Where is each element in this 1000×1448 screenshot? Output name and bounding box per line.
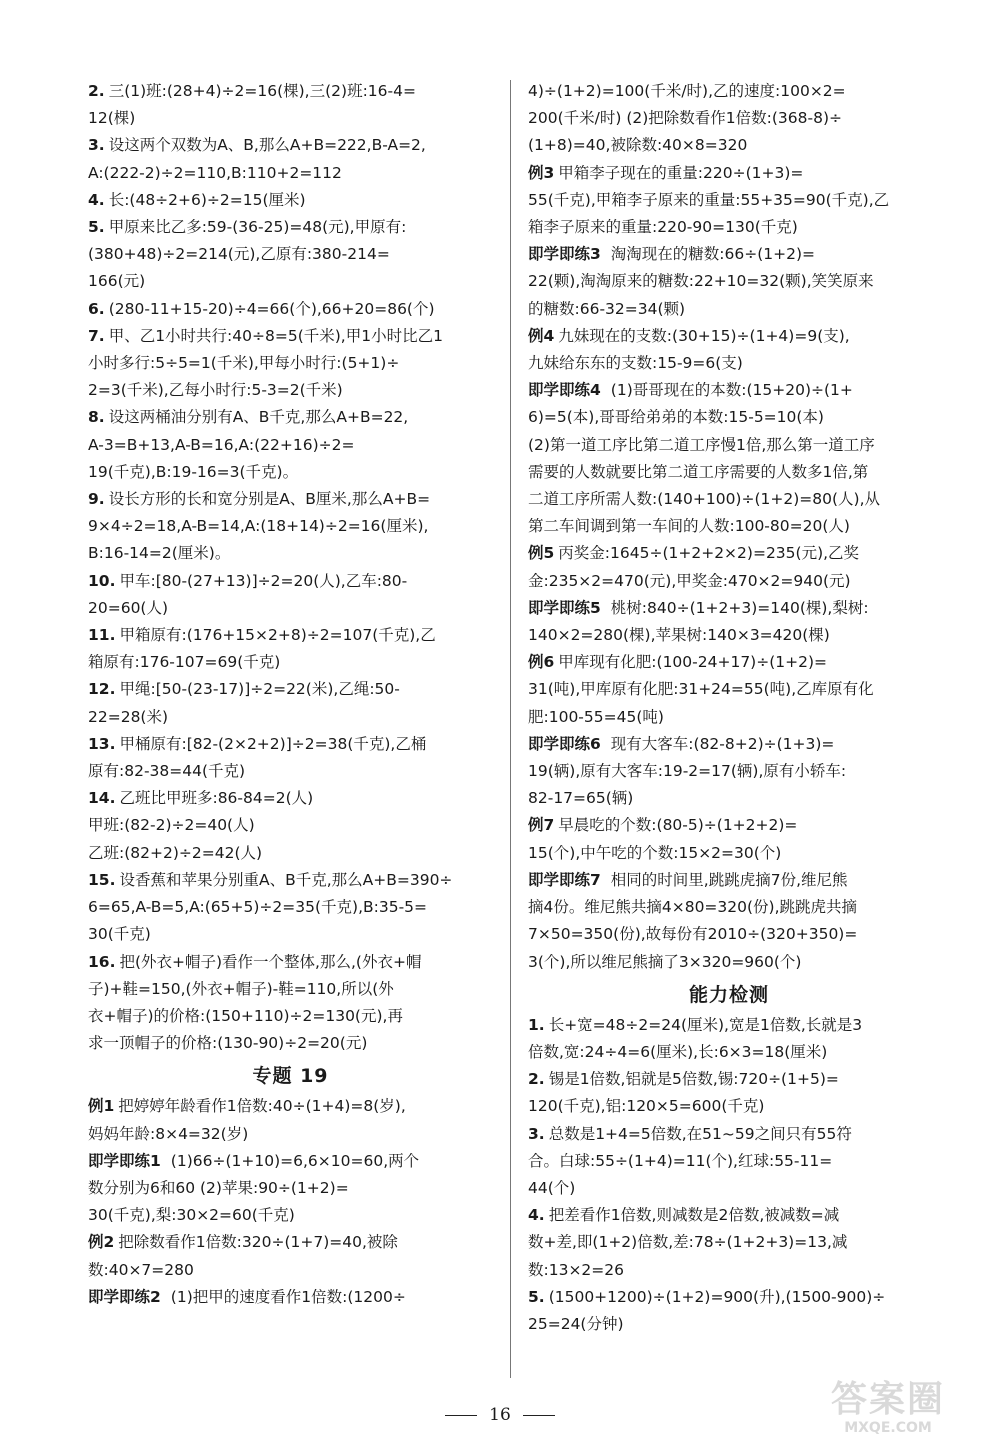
answer-text: 乙班比甲班多:86-84=2(人) bbox=[119, 789, 314, 808]
answer-text: (380+48)÷2=214(元),乙原有:380-214= bbox=[88, 245, 390, 264]
answer-text: 31(吨),甲库原有化肥:31+24=55(吨),乙库原有化 bbox=[528, 680, 874, 699]
answer-text: 现有大客车:(82-8+2)÷(1+3)= bbox=[610, 734, 835, 753]
answer-text: (1500+1200)÷(1+2)=900(升),(1500-900)÷ bbox=[548, 1287, 886, 1306]
answer-line bbox=[88, 377, 493, 404]
answer-text: 设长方形的长和宽分别是A、B厘米,那么A+B= bbox=[108, 490, 431, 509]
answer-text: 44(个) bbox=[528, 1178, 576, 1197]
answer-text: 设这两桶油分别有A、B千克,那么A+B=22, bbox=[108, 408, 409, 427]
answer-line bbox=[528, 704, 930, 731]
answer-text: 甲绳:[50-(23-17)]÷2=22(米),乙绳:50- bbox=[119, 680, 400, 699]
answer-text: 把除数看作1倍数:320÷(1+7)=40,被除 bbox=[118, 1233, 398, 1252]
answer-label: 14. bbox=[88, 789, 116, 808]
answer-line bbox=[528, 812, 930, 839]
answer-line bbox=[528, 105, 930, 132]
answer-entry bbox=[528, 731, 930, 813]
answer-line bbox=[528, 676, 930, 703]
answer-label: 4. bbox=[528, 1206, 545, 1225]
answer-text: 6=65,A-B=5,A:(65+5)÷2=35(千克),B:35-5= bbox=[88, 898, 428, 917]
answer-line bbox=[528, 350, 930, 377]
answer-line bbox=[528, 486, 930, 513]
watermark-sub-text: MXQE.COM bbox=[844, 1420, 932, 1436]
answer-line bbox=[528, 214, 930, 241]
answer-line bbox=[88, 1148, 493, 1175]
answer-label: 11. bbox=[88, 626, 116, 645]
answer-entry bbox=[88, 78, 493, 132]
answer-line bbox=[528, 241, 930, 268]
answer-label: 即学即练3 bbox=[528, 245, 601, 264]
answer-line bbox=[88, 595, 493, 622]
answer-entry bbox=[88, 1284, 493, 1311]
answer-label: 例1 bbox=[88, 1097, 115, 1116]
answer-label: 1. bbox=[528, 1015, 545, 1034]
answer-text: (2)第一道工序比第二道工序慢1倍,那么第一道工序 bbox=[528, 435, 875, 454]
answer-entry bbox=[88, 1093, 493, 1147]
answer-label: 即学即练5 bbox=[528, 598, 601, 617]
answer-line bbox=[528, 758, 930, 785]
answer-text: 设这两个双数为A、B,那么A+B=222,B-A=2, bbox=[108, 136, 426, 155]
answer-text: 3(个),所以维尼熊摘了3×320=960(个) bbox=[528, 952, 802, 971]
answer-label: 即学即练1 bbox=[88, 1151, 161, 1170]
answer-text: 把(外衣+帽子)看作一个整体,那么,(外衣+帽 bbox=[119, 952, 422, 971]
answer-line bbox=[528, 1257, 930, 1284]
answer-line bbox=[528, 404, 930, 431]
answer-line bbox=[88, 432, 493, 459]
answer-text: 小时多行:5÷5=1(千米),甲每小时行:(5+1)÷ bbox=[88, 354, 400, 373]
answer-text: 4)÷(1+2)=100(千米/时),乙的速度:100×2= bbox=[528, 82, 846, 100]
answer-text: (280-11+15-20)÷4=66(个),66+20=86(个) bbox=[108, 299, 435, 318]
answer-line bbox=[88, 1121, 493, 1148]
answer-text: 妈妈年龄:8×4=32(岁) bbox=[88, 1124, 249, 1143]
answer-text: 原有:82-38=44(千克) bbox=[88, 762, 246, 781]
answer-line bbox=[88, 921, 493, 948]
answer-text: (1)把甲的速度看作1倍数:(1200÷ bbox=[170, 1287, 406, 1306]
answer-line bbox=[88, 1257, 493, 1284]
answer-label: 6. bbox=[88, 299, 105, 318]
answer-label: 即学即练7 bbox=[528, 870, 601, 889]
answer-line bbox=[528, 731, 930, 758]
answer-entry bbox=[88, 404, 493, 486]
answer-line bbox=[528, 894, 930, 921]
answer-line bbox=[88, 350, 493, 377]
answer-text: 166(元) bbox=[88, 272, 146, 291]
answer-text: 30(千克) bbox=[88, 925, 151, 944]
answer-text: 早晨吃的个数:(80-5)÷(1+2+2)= bbox=[558, 816, 798, 835]
section-title-topic-19: 专题 19 bbox=[252, 1065, 329, 1088]
answer-line bbox=[88, 568, 493, 595]
answer-line bbox=[88, 731, 493, 758]
answer-text: 九妹现在的支数:(30+15)÷(1+4)=9(支), bbox=[558, 326, 850, 345]
answer-line bbox=[528, 540, 930, 567]
answer-label: 5. bbox=[88, 218, 105, 237]
answer-entry bbox=[88, 296, 493, 323]
answer-text: 7×50=350(份),故每份有2010÷(320+350)= bbox=[528, 925, 858, 944]
ability-test-list bbox=[528, 1012, 930, 1338]
answer-label: 例4 bbox=[528, 326, 555, 345]
answer-label: 13. bbox=[88, 734, 116, 753]
answer-line bbox=[88, 214, 493, 241]
answer-text: 30(千克),梨:30×2=60(千克) bbox=[88, 1206, 295, 1225]
answer-line bbox=[88, 459, 493, 486]
answer-text: 二道工序所需人数:(140+100)÷(1+2)=80(人),从 bbox=[528, 490, 880, 509]
answer-entry bbox=[88, 214, 493, 296]
answer-line bbox=[88, 1175, 493, 1202]
answer-line bbox=[88, 704, 493, 731]
answer-entry bbox=[88, 1148, 493, 1230]
answer-line bbox=[88, 894, 493, 921]
answer-entry bbox=[528, 241, 930, 323]
answer-line bbox=[528, 1121, 930, 1148]
answer-text: A:(222-2)÷2=110,B:110+2=112 bbox=[88, 163, 342, 182]
watermark-main-text: 答案圈 bbox=[830, 1379, 945, 1420]
answer-text: 22(颗),淘淘原来的糖数:22+10=32(颗),笑笑原来 bbox=[528, 272, 874, 291]
answer-entry bbox=[528, 323, 930, 377]
answer-text: 需要的人数就要比第二道工序需要的人数多1倍,第 bbox=[528, 462, 869, 481]
answer-text: 求一顶帽子的价格:(130-90)÷2=20(元) bbox=[88, 1034, 368, 1053]
page-number: 16 bbox=[489, 1405, 511, 1425]
answer-line bbox=[88, 187, 493, 214]
topic-19-examples-list bbox=[88, 1093, 493, 1311]
answer-line bbox=[528, 840, 930, 867]
answer-line bbox=[88, 268, 493, 295]
answer-line bbox=[528, 432, 930, 459]
answer-label: 8. bbox=[88, 408, 105, 427]
answer-line bbox=[88, 78, 493, 105]
right-column bbox=[528, 78, 930, 1338]
answer-entry bbox=[528, 377, 930, 540]
answer-text: 甲库现有化肥:(100-24+17)÷(1+2)= bbox=[558, 653, 828, 672]
answer-text: 的糖数:66-32=34(颗) bbox=[528, 299, 686, 318]
answer-line bbox=[528, 949, 930, 976]
answer-text: A-3=B+13,A-B=16,A:(22+16)÷2= bbox=[88, 435, 355, 454]
answer-label: 15. bbox=[88, 870, 116, 889]
answer-text: (1)哥哥现在的本数:(15+20)÷(1+ bbox=[610, 381, 853, 400]
answer-label: 2. bbox=[528, 1070, 545, 1089]
answer-line bbox=[528, 459, 930, 486]
answer-line bbox=[528, 649, 930, 676]
answer-label: 9. bbox=[88, 490, 105, 509]
answer-line bbox=[528, 1311, 930, 1338]
answer-line bbox=[528, 568, 930, 595]
answer-entry bbox=[528, 1284, 930, 1338]
answer-text: 甲车:[80-(27+13)]÷2=20(人),乙车:80- bbox=[119, 571, 408, 590]
answer-text: 桃树:840÷(1+2+3)=140(棵),梨树: bbox=[610, 598, 869, 617]
answer-entry bbox=[88, 785, 493, 867]
answer-text: 箱原有:176-107=69(千克) bbox=[88, 653, 281, 672]
answer-line bbox=[528, 296, 930, 323]
answer-text: 55(千克),甲箱李子原来的重量:55+35=90(千克),乙 bbox=[528, 190, 890, 209]
answer-line bbox=[528, 513, 930, 540]
answer-line bbox=[528, 867, 930, 894]
answer-line bbox=[88, 105, 493, 132]
answer-text: 140×2=280(棵),苹果树:140×3=420(棵) bbox=[528, 626, 830, 645]
answer-line bbox=[88, 1003, 493, 1030]
answer-text: 把差看作1倍数,则减数是2倍数,被减数=减 bbox=[548, 1206, 840, 1225]
answer-line bbox=[88, 976, 493, 1003]
answer-line bbox=[88, 676, 493, 703]
answer-text: 九妹给东东的支数:15-9=6(支) bbox=[528, 354, 743, 373]
answer-line bbox=[88, 1030, 493, 1057]
answer-line bbox=[528, 1012, 930, 1039]
answer-text: 25=24(分钟) bbox=[528, 1314, 624, 1333]
answer-line bbox=[88, 1093, 493, 1120]
answer-entry bbox=[528, 78, 930, 160]
answer-text: 淘淘现在的糖数:66÷(1+2)= bbox=[610, 245, 816, 264]
answer-line bbox=[528, 1093, 930, 1120]
answer-text: 锡是1倍数,铝就是5倍数,锡:720÷(1+5)= bbox=[548, 1070, 839, 1089]
answer-entry bbox=[528, 1202, 930, 1284]
answer-text: 把婷婷年龄看作1倍数:40÷(1+4)=8(岁), bbox=[118, 1097, 406, 1116]
answer-text: 6)=5(本),哥哥给弟弟的本数:15-5=10(本) bbox=[528, 408, 824, 427]
answer-text: 200(千米/时) (2)把除数看作1倍数:(368-8)÷ bbox=[528, 109, 842, 128]
answer-label: 例2 bbox=[88, 1233, 115, 1252]
answer-entry bbox=[528, 812, 930, 866]
answer-line bbox=[88, 867, 493, 894]
answer-text: B:16-14=2(厘米)。 bbox=[88, 544, 231, 563]
answer-line bbox=[88, 160, 493, 187]
answer-label: 12. bbox=[88, 680, 116, 699]
footer-dash-right bbox=[523, 1415, 555, 1416]
answer-line bbox=[88, 949, 493, 976]
answer-line bbox=[528, 1229, 930, 1256]
answer-label: 3. bbox=[88, 136, 105, 155]
answer-text: 82-17=65(辆) bbox=[528, 789, 634, 808]
right-answers-list bbox=[528, 78, 930, 976]
answer-label: 例6 bbox=[528, 653, 555, 672]
answer-line bbox=[88, 622, 493, 649]
answer-line bbox=[528, 1148, 930, 1175]
answer-label: 例7 bbox=[528, 816, 555, 835]
answer-label: 例3 bbox=[528, 163, 555, 182]
answer-text: 甲箱原有:(176+15×2+8)÷2=107(千克),乙 bbox=[119, 626, 436, 645]
answer-text: 肥:100-55=45(吨) bbox=[528, 707, 664, 726]
answer-entry bbox=[88, 323, 493, 405]
answer-line bbox=[528, 323, 930, 350]
answer-line bbox=[528, 622, 930, 649]
answer-line bbox=[88, 513, 493, 540]
answer-text: 9×4÷2=18,A-B=14,A:(18+14)÷2=16(厘米), bbox=[88, 517, 429, 536]
answer-line bbox=[528, 78, 930, 105]
answer-text: 120(千克),铝:120×5=600(千克) bbox=[528, 1097, 765, 1116]
column-divider bbox=[510, 80, 511, 1378]
answer-line bbox=[88, 785, 493, 812]
answer-line bbox=[528, 1202, 930, 1229]
answer-text: 19(千克),B:19-16=3(千克)。 bbox=[88, 462, 299, 481]
answer-text: 19(辆),原有大客车:19-2=17(辆),原有小轿车: bbox=[528, 762, 847, 781]
answer-entry bbox=[88, 1229, 493, 1283]
answer-text: 丙奖金:1645÷(1+2+2×2)=235(元),乙奖 bbox=[558, 544, 860, 563]
answer-label: 即学即练2 bbox=[88, 1287, 161, 1306]
answer-label: 2. bbox=[88, 82, 105, 100]
answer-entry bbox=[528, 160, 930, 242]
answer-line bbox=[88, 486, 493, 513]
answer-text: 第二车间调到第一车间的人数:100-80=20(人) bbox=[528, 517, 850, 536]
answer-text: 总数是1+4=5倍数,在51~59之间只有55符 bbox=[548, 1124, 852, 1143]
answer-text: 数+差,即(1+2)倍数,差:78÷(1+2+3)=13,减 bbox=[528, 1233, 848, 1252]
answer-line bbox=[528, 595, 930, 622]
answer-label: 10. bbox=[88, 571, 116, 590]
answer-label: 5. bbox=[528, 1287, 545, 1306]
left-column bbox=[88, 78, 493, 1311]
answer-entry bbox=[528, 867, 930, 976]
answer-text: 12(棵) bbox=[88, 109, 136, 128]
answer-entry bbox=[528, 1012, 930, 1066]
answer-line bbox=[528, 187, 930, 214]
answer-text: 数:40×7=280 bbox=[88, 1260, 194, 1279]
answer-text: 甲原来比乙多:59-(36-25)=48(元),甲原有: bbox=[108, 218, 407, 237]
answer-text: 衣+帽子)的价格:(150+110)÷2=130(元),再 bbox=[88, 1006, 403, 1025]
answer-line bbox=[528, 132, 930, 159]
answer-line bbox=[88, 758, 493, 785]
answer-text: 三(1)班:(28+4)÷2=16(棵),三(2)班:16-4= bbox=[108, 82, 416, 100]
answer-text: 合。白球:55÷(1+4)=11(个),红球:55-11= bbox=[528, 1151, 833, 1170]
answer-text: 15(个),中午吃的个数:15×2=30(个) bbox=[528, 843, 782, 862]
answer-text: 金:235×2=470(元),甲奖金:470×2=940(元) bbox=[528, 571, 851, 590]
answer-entry bbox=[88, 622, 493, 676]
section-title-ability-test: 能力检测 bbox=[688, 983, 769, 1006]
answer-text: 长+宽=48÷2=24(厘米),宽是1倍数,长就是3 bbox=[548, 1015, 863, 1034]
answer-line bbox=[88, 812, 493, 839]
answer-line bbox=[88, 1229, 493, 1256]
answer-text: 甲、乙1小时共行:40÷8=5(千米),甲1小时比乙1 bbox=[108, 326, 443, 345]
answer-line bbox=[88, 132, 493, 159]
answer-line bbox=[88, 649, 493, 676]
answer-label: 3. bbox=[528, 1124, 545, 1143]
answer-line bbox=[528, 1284, 930, 1311]
answer-entry bbox=[88, 731, 493, 785]
answer-line bbox=[528, 268, 930, 295]
answer-text: 22=28(米) bbox=[88, 707, 169, 726]
answer-text: 20=60(人) bbox=[88, 598, 169, 617]
footer-dash-left bbox=[445, 1415, 477, 1416]
answer-line bbox=[88, 241, 493, 268]
answer-text: 数:13×2=26 bbox=[528, 1260, 625, 1279]
answer-label: 16. bbox=[88, 952, 116, 971]
answer-line bbox=[88, 540, 493, 567]
answer-entry bbox=[528, 1066, 930, 1120]
answer-line bbox=[88, 296, 493, 323]
answer-entry bbox=[88, 867, 493, 949]
answer-entry bbox=[528, 1121, 930, 1203]
answer-text: 长:(48÷2+6)÷2=15(厘米) bbox=[108, 190, 306, 209]
answer-label: 即学即练4 bbox=[528, 381, 601, 400]
answer-entry bbox=[88, 949, 493, 1058]
answer-line bbox=[88, 404, 493, 431]
answer-line bbox=[528, 785, 930, 812]
answer-line bbox=[88, 323, 493, 350]
answer-entry bbox=[88, 568, 493, 622]
answer-line bbox=[88, 1284, 493, 1311]
left-answers-list bbox=[88, 78, 493, 1057]
answer-line bbox=[528, 1175, 930, 1202]
answer-text: 倍数,宽:24÷4=6(厘米),长:6×3=18(厘米) bbox=[528, 1042, 828, 1061]
answer-text: 子)+鞋=150,(外衣+帽子)-鞋=110,所以(外 bbox=[88, 979, 394, 998]
answer-entry bbox=[88, 676, 493, 730]
answer-entry bbox=[528, 540, 930, 594]
answer-text: (1+8)=40,被除数:40×8=320 bbox=[528, 136, 748, 155]
answer-line bbox=[88, 840, 493, 867]
answer-text: 数分别为6和60 (2)苹果:90÷(1+2)= bbox=[88, 1178, 349, 1197]
answer-entry bbox=[88, 132, 493, 186]
answer-text: 相同的时间里,跳跳虎摘7份,维尼熊 bbox=[610, 870, 848, 889]
answer-text: 甲班:(82-2)÷2=40(人) bbox=[88, 816, 255, 835]
answer-text: (1)66÷(1+10)=6,6×10=60,两个 bbox=[170, 1151, 420, 1170]
answer-line bbox=[528, 377, 930, 404]
answer-label: 即学即练6 bbox=[528, 734, 601, 753]
watermark-logo bbox=[808, 1380, 968, 1440]
answer-text: 甲桶原有:[82-(2×2+2)]÷2=38(千克),乙桶 bbox=[119, 734, 427, 753]
answer-text: 摘4份。维尼熊共摘4×80=320(份),跳跳虎共摘 bbox=[528, 898, 858, 917]
answer-label: 4. bbox=[88, 190, 105, 209]
answer-entry bbox=[528, 649, 930, 731]
answer-text: 箱李子原来的重量:220-90=130(千克) bbox=[528, 218, 798, 237]
answer-text: 设香蕉和苹果分别重A、B千克,那么A+B=390÷ bbox=[119, 870, 453, 889]
answer-line bbox=[528, 1039, 930, 1066]
answer-label: 例5 bbox=[528, 544, 555, 563]
answer-entry bbox=[88, 486, 493, 568]
answer-label: 7. bbox=[88, 326, 105, 345]
answer-text: 2=3(千米),乙每小时行:5-3=2(千米) bbox=[88, 381, 343, 400]
answer-entry bbox=[528, 595, 930, 649]
answer-text: 甲箱李子现在的重量:220÷(1+3)= bbox=[558, 163, 804, 182]
answer-line bbox=[528, 1066, 930, 1093]
answer-text: 乙班:(82+2)÷2=42(人) bbox=[88, 843, 263, 862]
answer-line bbox=[528, 160, 930, 187]
answer-line bbox=[528, 921, 930, 948]
answer-entry bbox=[88, 187, 493, 214]
answer-line bbox=[88, 1202, 493, 1229]
